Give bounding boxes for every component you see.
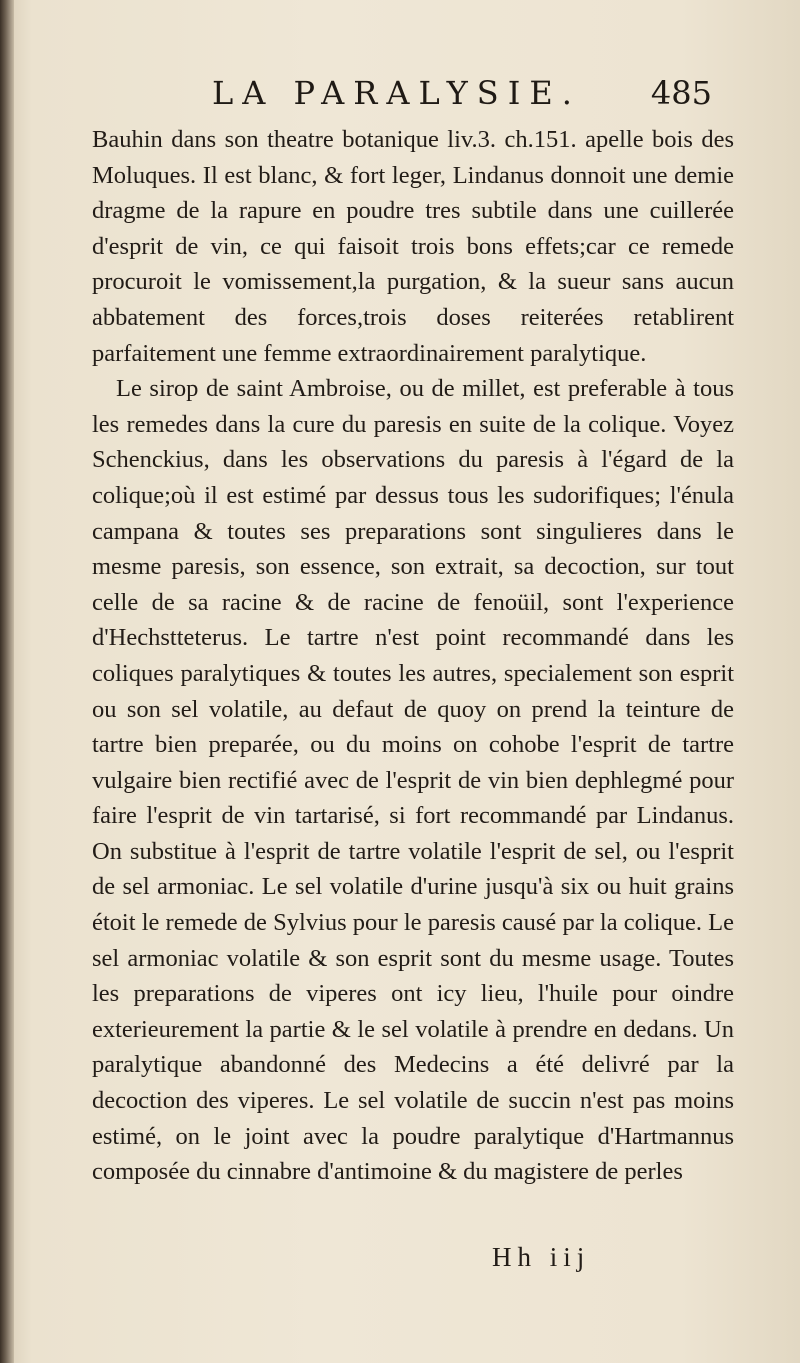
page-header [212,74,712,120]
running-title: LA PARALYSIE. [212,74,581,112]
signature-mark: Hh iij [492,1242,591,1272]
paragraph-2: Le sirop de saint Ambroise, ou de millet, est preferable à tous les remedes dans la cure du paresis en suite de la colique. Voyez Schenckius, dans les observations du paresis à l'égard de la colique;où il est estimé par dessus tous les sudorifiques; l'énula campana & toutes ses preparations sont singulieres dans le mesme paresis, son essence, son extrait, sa decoction, sur tout celle de sa racine & de racine de fenoüil, sont l'experience d'Hechstteterus. Le tartre n'est point recommandé dans les coliques paralytiques & toutes les autres, specialement son esprit ou son sel volatile, au defaut de quoy on prend la teinture de tartre bien preparée, ou du moins on cohobe l'esprit de tartre vulgaire bien rectifié avec de l'esprit de vin bien dephlegmé pour faire l'esprit de vin tartarisé, si fort recommandé par Lindanus. On substitue à l'esprit de tartre volatile l'esprit de sel, ou l'esprit de sel armoniac. Le sel volatile d'urine jusqu'à six ou huit grains étoit le remede de Sylvius pour le paresis causé par la colique. Le sel armoniac volatile & son esprit sont du mesme usage. Toutes les preparations de viperes ont icy lieu, l'huile pour oindre exterieurement la partie & le sel volatile à prendre en dedans. Un paralytique abandonné des Medecins a été delivré par la decoction des viperes. Le sel volatile de succin n'est pas moins estimé, on le joint avec la poudre paralytique d'Hartmannus composée du cinnabre d'antimoine & du magistere de perles [92,375,734,1186]
paragraph-1: Bauhin dans son theatre botanique liv.3. ch.151. apelle bois des Moluques. Il est blanc, & fort leger, Lindanus donnoit une demie dragme de la rapure en poudre tres subtile dans une cuillerée d'esprit de vin, ce qui faisoit trois bons effets;car ce remede procuroit le vomissement,la purgation, & la sueur sans aucun abbatement des forces,trois doses reiterées retablirent parfaitement une femme extraordinairement paralytique. [92,126,734,367]
binding-gutter [0,0,14,1363]
body-text [92,122,734,1190]
page-number: 485 [650,74,712,112]
